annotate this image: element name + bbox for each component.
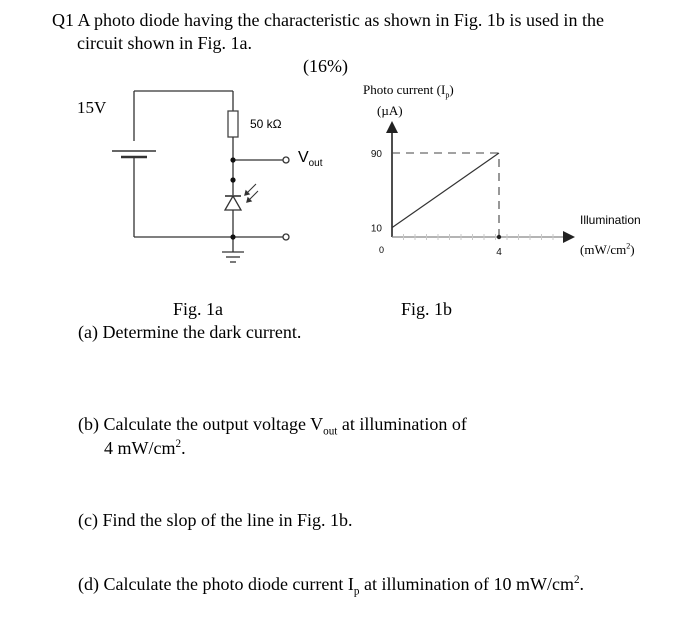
y-tick-label-90: 90 xyxy=(370,149,382,160)
fig-1b-caption: Fig. 1b xyxy=(401,299,453,319)
resistor-50k xyxy=(228,111,238,137)
y-tick-label-10: 10 xyxy=(370,223,382,235)
part-d-pre: (d) Calculate the photo diode current I xyxy=(78,574,354,594)
graph-origin-label: 0 xyxy=(379,245,385,255)
part-a: (a) Determine the dark current. xyxy=(78,322,302,342)
part-b-line2-sup: 2 xyxy=(175,438,182,450)
question-intro-1: A photo diode having the characteristic as shown in Fig. 1b is used in the xyxy=(77,10,604,30)
junction-dot-diode xyxy=(230,177,235,182)
part-d xyxy=(78,574,585,598)
graph-ylabel-main: Photo current (I xyxy=(363,82,446,97)
graph xyxy=(371,121,575,258)
ground-terminal xyxy=(283,234,289,240)
vout-sub: out xyxy=(308,158,323,170)
y-axis-arrow xyxy=(386,121,398,133)
photodiode-triangle xyxy=(225,196,241,210)
graph-ylabel-sub: p xyxy=(445,90,450,100)
x-axis-arrow xyxy=(563,231,575,243)
marks: (16%) xyxy=(303,56,348,76)
part-d-end: . xyxy=(579,574,585,594)
part-d-post: at illumination of 10 mW/cm xyxy=(359,574,574,594)
series-line xyxy=(392,153,499,228)
graph-xunit-main: (mW/cm xyxy=(580,242,627,257)
part-b-sub: out xyxy=(323,425,338,438)
graph-xunit-end: ) xyxy=(630,242,635,257)
question-intro-2: circuit shown in Fig. 1a. xyxy=(77,33,252,53)
vout-label xyxy=(298,149,323,170)
x-tick-label-4: 4 xyxy=(496,247,502,258)
junction-dot-vout xyxy=(230,157,235,162)
part-b-line2-end: . xyxy=(181,438,186,458)
fig-1a-caption: Fig. 1a xyxy=(173,299,224,319)
graph-ylabel xyxy=(363,82,454,98)
guide-lines xyxy=(392,153,499,237)
x-tick-marker-4 xyxy=(497,235,501,239)
question-number: Q1 xyxy=(52,10,74,30)
part-d-sup: 2 xyxy=(573,574,580,586)
junction-dot-ground xyxy=(230,234,235,239)
part-d-sub: p xyxy=(353,585,360,598)
data-series xyxy=(392,153,499,228)
part-b-line2-main: 4 mW/cm xyxy=(104,438,176,458)
tick-labels xyxy=(371,149,502,258)
graph-xlabel: Illumination xyxy=(580,213,641,227)
graph-xunit xyxy=(580,242,635,258)
supply-voltage-label: 15V xyxy=(77,98,107,117)
data-points xyxy=(497,235,501,239)
graph-xunit-sup: 2 xyxy=(626,241,631,251)
part-b-line2 xyxy=(104,438,186,459)
graph-yunit: (µA) xyxy=(377,103,403,118)
part-b-post: at illumination of xyxy=(337,414,467,434)
part-b-line1 xyxy=(78,414,467,438)
resistor-label: 50 kΩ xyxy=(250,117,282,131)
part-c: (c) Find the slop of the line in Fig. 1b. xyxy=(78,510,353,530)
vout-main: V xyxy=(298,149,309,166)
vout-terminal xyxy=(283,157,289,163)
part-b-pre: (b) Calculate the output voltage V xyxy=(78,414,324,434)
graph-ylabel-end: ) xyxy=(449,82,454,97)
